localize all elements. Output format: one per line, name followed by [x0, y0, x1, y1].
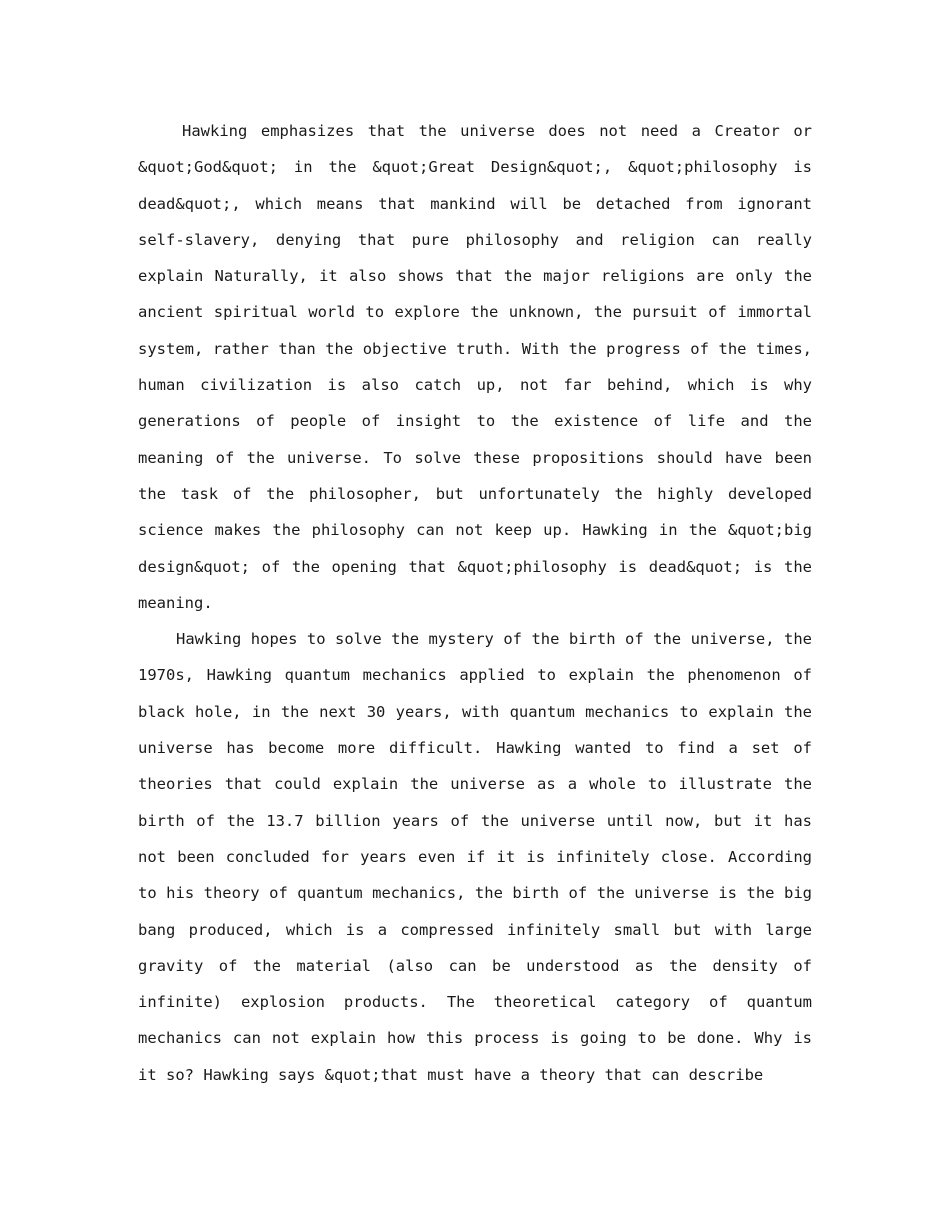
paragraph-2: Hawking hopes to solve the mystery of the birth of the universe, the 1970s, Hawking quantum mechanics applied to explain the phenomenon of black hole, in the next 30 years, with quantum mechanics to explain the universe has become more difficult. Hawking wanted to find a set of theories that could explain the universe as a whole to illustrate the birth of the 13.7 billion years of the universe until now, but it has not been concluded for years even if it is infinitely close. According to his theory of quantum mechanics, the birth of the universe is the big bang produced, which is a compressed infinitely small but with large gravity of the material (also can be understood as the density of infinite) explosion products. The theoretical category of quantum mechanics can not explain how this process is going to be done. Why is it so? Hawking says &quot;that must have a theory that can describe	[138, 630, 812, 1084]
body-text	[138, 113, 812, 1093]
paragraph-1: Hawking emphasizes that the universe does not need a Creator or &quot;God&quot; in the &quot;Great Design&quot;, &quot;philosophy is dead&quot;, which means that mankind will be detached from ignorant self-slavery, denying that pure philosophy and religion can really explain Naturally, it also shows that the major religions are only the ancient spiritual world to explore the unknown, the pursuit of immortal system, rather than the objective truth. With the progress of the times, human civilization is also catch up, not far behind, which is why generations of people of insight to the existence of life and the meaning of the universe. To solve these propositions should have been the task of the philosopher, but unfortunately the highly developed science makes the philosophy can not keep up. Hawking in the &quot;big design&quot; of the opening that &quot;philosophy is dead&quot; is the meaning.	[138, 122, 812, 612]
